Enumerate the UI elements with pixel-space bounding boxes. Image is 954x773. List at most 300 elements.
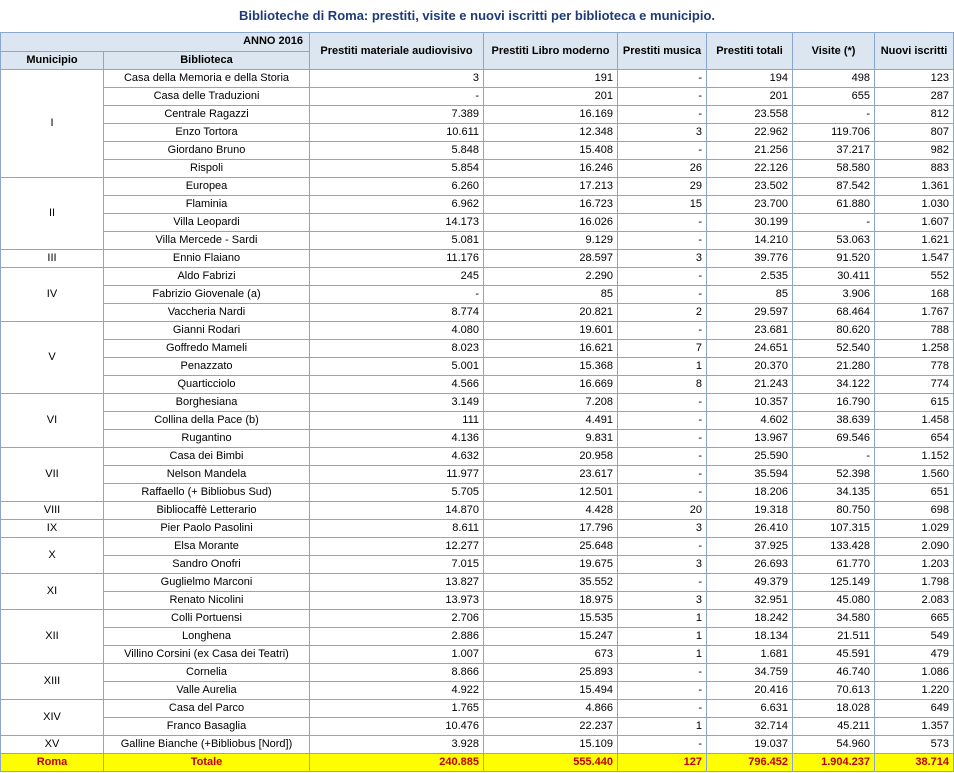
value-cell: 1.220 [875, 682, 954, 700]
value-cell: 3 [618, 520, 707, 538]
value-cell: 18.975 [484, 592, 618, 610]
value-cell: 287 [875, 88, 954, 106]
value-cell: 698 [875, 502, 954, 520]
col-header-musica: Prestiti musica [618, 33, 707, 70]
value-cell: 19.318 [707, 502, 793, 520]
biblioteca-cell: Villino Corsini (ex Casa dei Teatri) [104, 646, 310, 664]
value-cell: 21.243 [707, 376, 793, 394]
value-cell: 45.211 [793, 718, 875, 736]
value-cell: 23.502 [707, 178, 793, 196]
value-cell: 5.705 [310, 484, 484, 502]
value-cell: 2.886 [310, 628, 484, 646]
value-cell: 18.206 [707, 484, 793, 502]
table-row [1, 520, 954, 538]
value-cell: 52.540 [793, 340, 875, 358]
value-cell: 1 [618, 718, 707, 736]
value-cell: 80.750 [793, 502, 875, 520]
biblioteca-cell: Aldo Fabrizi [104, 268, 310, 286]
value-cell: 7 [618, 340, 707, 358]
table-row [1, 88, 954, 106]
value-cell: 651 [875, 484, 954, 502]
value-cell: 1.458 [875, 412, 954, 430]
value-cell: 9.129 [484, 232, 618, 250]
biblioteca-cell: Casa dei Bimbi [104, 448, 310, 466]
value-cell: 61.770 [793, 556, 875, 574]
value-cell: 30.199 [707, 214, 793, 232]
municipio-cell: IX [1, 520, 104, 538]
value-cell: 1.258 [875, 340, 954, 358]
value-cell: 28.597 [484, 250, 618, 268]
total-value-cell: 127 [618, 754, 707, 772]
value-cell: 2.706 [310, 610, 484, 628]
value-cell: - [618, 106, 707, 124]
value-cell: 34.759 [707, 664, 793, 682]
value-cell: 21.256 [707, 142, 793, 160]
value-cell: 3 [618, 124, 707, 142]
value-cell: 3 [310, 70, 484, 88]
value-cell: 16.026 [484, 214, 618, 232]
libraries-table [0, 32, 954, 772]
table-row [1, 340, 954, 358]
table-row [1, 556, 954, 574]
table-row [1, 358, 954, 376]
value-cell: 8.023 [310, 340, 484, 358]
value-cell: 23.700 [707, 196, 793, 214]
value-cell: 8.774 [310, 304, 484, 322]
value-cell: 26 [618, 160, 707, 178]
value-cell: 16.669 [484, 376, 618, 394]
biblioteca-cell: Guglielmo Marconi [104, 574, 310, 592]
value-cell: 7.208 [484, 394, 618, 412]
value-cell: 1 [618, 628, 707, 646]
value-cell: 23.617 [484, 466, 618, 484]
value-cell: 8 [618, 376, 707, 394]
table-row [1, 646, 954, 664]
municipio-cell: II [1, 178, 104, 250]
value-cell: 4.428 [484, 502, 618, 520]
table-row [1, 700, 954, 718]
table-row [1, 718, 954, 736]
value-cell: 15.408 [484, 142, 618, 160]
table-row [1, 268, 954, 286]
value-cell: 34.122 [793, 376, 875, 394]
value-cell: 34.135 [793, 484, 875, 502]
biblioteca-cell: Renato Nicolini [104, 592, 310, 610]
value-cell: 3.906 [793, 286, 875, 304]
value-cell: 3.928 [310, 736, 484, 754]
total-value-cell: 555.440 [484, 754, 618, 772]
value-cell: - [618, 322, 707, 340]
biblioteca-cell: Goffredo Mameli [104, 340, 310, 358]
col-header-visite: Visite (*) [793, 33, 875, 70]
value-cell: 25.590 [707, 448, 793, 466]
municipio-cell: XI [1, 574, 104, 610]
value-cell: 58.580 [793, 160, 875, 178]
value-cell: 788 [875, 322, 954, 340]
col-header-libro: Prestiti Libro moderno [484, 33, 618, 70]
value-cell: 125.149 [793, 574, 875, 592]
table-row [1, 250, 954, 268]
biblioteca-cell: Casa delle Traduzioni [104, 88, 310, 106]
table-row [1, 736, 954, 754]
value-cell: 12.348 [484, 124, 618, 142]
value-cell: 22.126 [707, 160, 793, 178]
total-value-cell: 796.452 [707, 754, 793, 772]
table-row [1, 196, 954, 214]
value-cell: 3 [618, 556, 707, 574]
value-cell: - [618, 736, 707, 754]
biblioteca-cell: Fabrizio Giovenale (a) [104, 286, 310, 304]
value-cell: 1.361 [875, 178, 954, 196]
biblioteca-cell: Raffaello (+ Bibliobus Sud) [104, 484, 310, 502]
value-cell: 1.203 [875, 556, 954, 574]
value-cell: 2 [618, 304, 707, 322]
value-cell: 13.827 [310, 574, 484, 592]
total-row [1, 754, 954, 772]
table-row [1, 466, 954, 484]
value-cell: - [793, 106, 875, 124]
value-cell: 498 [793, 70, 875, 88]
col-header-audiovisivo: Prestiti materiale audiovisivo [310, 33, 484, 70]
value-cell: - [618, 232, 707, 250]
value-cell: - [618, 394, 707, 412]
biblioteca-cell: Giordano Bruno [104, 142, 310, 160]
value-cell: 6.260 [310, 178, 484, 196]
biblioteca-cell: Rugantino [104, 430, 310, 448]
value-cell: 39.776 [707, 250, 793, 268]
table-row [1, 286, 954, 304]
value-cell: 201 [707, 88, 793, 106]
value-cell: 17.796 [484, 520, 618, 538]
value-cell: 2.290 [484, 268, 618, 286]
value-cell: 615 [875, 394, 954, 412]
value-cell: 4.922 [310, 682, 484, 700]
value-cell: 91.520 [793, 250, 875, 268]
value-cell: 4.866 [484, 700, 618, 718]
value-cell: - [618, 664, 707, 682]
value-cell: 19.675 [484, 556, 618, 574]
value-cell: 19.601 [484, 322, 618, 340]
value-cell: 14.870 [310, 502, 484, 520]
value-cell: 18.134 [707, 628, 793, 646]
total-label: Totale [104, 754, 310, 772]
value-cell: 14.173 [310, 214, 484, 232]
municipio-cell: XIV [1, 700, 104, 736]
value-cell: 8.611 [310, 520, 484, 538]
value-cell: 32.951 [707, 592, 793, 610]
value-cell: 1.681 [707, 646, 793, 664]
value-cell: - [618, 682, 707, 700]
value-cell: - [310, 88, 484, 106]
value-cell: 4.632 [310, 448, 484, 466]
value-cell: 4.491 [484, 412, 618, 430]
value-cell: 4.080 [310, 322, 484, 340]
biblioteca-cell: Collina della Pace (b) [104, 412, 310, 430]
biblioteca-cell: Nelson Mandela [104, 466, 310, 484]
value-cell: 26.410 [707, 520, 793, 538]
value-cell: 18.028 [793, 700, 875, 718]
value-cell: 22.237 [484, 718, 618, 736]
biblioteca-cell: Quarticciolo [104, 376, 310, 394]
value-cell: 30.411 [793, 268, 875, 286]
value-cell: 1.029 [875, 520, 954, 538]
value-cell: 32.714 [707, 718, 793, 736]
value-cell: 191 [484, 70, 618, 88]
biblioteca-cell: Vaccheria Nardi [104, 304, 310, 322]
biblioteca-cell: Casa della Memoria e della Storia [104, 70, 310, 88]
table-row [1, 610, 954, 628]
value-cell: 479 [875, 646, 954, 664]
value-cell: 16.723 [484, 196, 618, 214]
value-cell: 6.962 [310, 196, 484, 214]
value-cell: 552 [875, 268, 954, 286]
value-cell: 5.848 [310, 142, 484, 160]
total-value-cell: 240.885 [310, 754, 484, 772]
biblioteca-cell: Valle Aurelia [104, 682, 310, 700]
value-cell: 16.621 [484, 340, 618, 358]
value-cell: 1.621 [875, 232, 954, 250]
value-cell: 20.958 [484, 448, 618, 466]
value-cell: 1.357 [875, 718, 954, 736]
value-cell: 1.765 [310, 700, 484, 718]
value-cell: 2.090 [875, 538, 954, 556]
table-row [1, 232, 954, 250]
value-cell: 61.880 [793, 196, 875, 214]
value-cell: 11.977 [310, 466, 484, 484]
value-cell: 8.866 [310, 664, 484, 682]
value-cell: - [618, 700, 707, 718]
value-cell: 26.693 [707, 556, 793, 574]
table-row [1, 412, 954, 430]
value-cell: - [618, 142, 707, 160]
table-body [1, 70, 954, 772]
value-cell: 17.213 [484, 178, 618, 196]
biblioteca-cell: Gianni Rodari [104, 322, 310, 340]
value-cell: 70.613 [793, 682, 875, 700]
table-row [1, 376, 954, 394]
col-header-municipio: Municipio [1, 51, 104, 70]
biblioteca-cell: Colli Portuensi [104, 610, 310, 628]
value-cell: 15.247 [484, 628, 618, 646]
table-row [1, 124, 954, 142]
value-cell: - [793, 214, 875, 232]
table-row [1, 448, 954, 466]
value-cell: 168 [875, 286, 954, 304]
col-header-totali: Prestiti totali [707, 33, 793, 70]
value-cell: 15.109 [484, 736, 618, 754]
value-cell: - [618, 286, 707, 304]
col-header-biblioteca: Biblioteca [104, 51, 310, 70]
value-cell: 119.706 [793, 124, 875, 142]
municipio-cell: XV [1, 736, 104, 754]
value-cell: 15 [618, 196, 707, 214]
value-cell: 5.854 [310, 160, 484, 178]
value-cell: 3 [618, 250, 707, 268]
value-cell: 14.210 [707, 232, 793, 250]
value-cell: 3.149 [310, 394, 484, 412]
biblioteca-cell: Pier Paolo Pasolini [104, 520, 310, 538]
page-title: Biblioteche di Roma: prestiti, visite e nuovi iscritti per biblioteca e municipio. [238, 8, 716, 23]
value-cell: 23.558 [707, 106, 793, 124]
value-cell: - [618, 268, 707, 286]
value-cell: 25.893 [484, 664, 618, 682]
value-cell: 16.790 [793, 394, 875, 412]
biblioteca-cell: Villa Mercede - Sardi [104, 232, 310, 250]
value-cell: 982 [875, 142, 954, 160]
biblioteca-cell: Ennio Flaiano [104, 250, 310, 268]
table-row [1, 682, 954, 700]
table-row [1, 178, 954, 196]
value-cell: 20.821 [484, 304, 618, 322]
value-cell: 1.007 [310, 646, 484, 664]
value-cell: 649 [875, 700, 954, 718]
value-cell: 654 [875, 430, 954, 448]
biblioteca-cell: Cornelia [104, 664, 310, 682]
value-cell: - [618, 70, 707, 88]
municipio-cell: XIII [1, 664, 104, 700]
table-row [1, 142, 954, 160]
value-cell: 778 [875, 358, 954, 376]
value-cell: 87.542 [793, 178, 875, 196]
value-cell: 111 [310, 412, 484, 430]
table-row [1, 394, 954, 412]
biblioteca-cell: Elsa Morante [104, 538, 310, 556]
value-cell: 20 [618, 502, 707, 520]
value-cell: 133.428 [793, 538, 875, 556]
value-cell: 1.152 [875, 448, 954, 466]
value-cell: 29.597 [707, 304, 793, 322]
table-row [1, 214, 954, 232]
value-cell: 12.277 [310, 538, 484, 556]
municipio-cell: III [1, 250, 104, 268]
total-value-cell: 38.714 [875, 754, 954, 772]
value-cell: - [618, 484, 707, 502]
value-cell: 655 [793, 88, 875, 106]
table-row [1, 304, 954, 322]
value-cell: 1 [618, 358, 707, 376]
value-cell: 245 [310, 268, 484, 286]
value-cell: 10.357 [707, 394, 793, 412]
table-row [1, 502, 954, 520]
value-cell: 85 [707, 286, 793, 304]
value-cell: 4.136 [310, 430, 484, 448]
biblioteca-cell: Villa Leopardi [104, 214, 310, 232]
value-cell: 2.083 [875, 592, 954, 610]
value-cell: - [618, 430, 707, 448]
value-cell: 38.639 [793, 412, 875, 430]
table-row [1, 538, 954, 556]
value-cell: 29 [618, 178, 707, 196]
value-cell: 37.925 [707, 538, 793, 556]
municipio-cell: VI [1, 394, 104, 448]
value-cell: 7.015 [310, 556, 484, 574]
value-cell: - [618, 88, 707, 106]
value-cell: 201 [484, 88, 618, 106]
value-cell: 34.580 [793, 610, 875, 628]
value-cell: 35.594 [707, 466, 793, 484]
value-cell: 45.591 [793, 646, 875, 664]
value-cell: 549 [875, 628, 954, 646]
col-header-iscritti: Nuovi iscritti [875, 33, 954, 70]
table-row [1, 592, 954, 610]
value-cell: 23.681 [707, 322, 793, 340]
value-cell: 5.001 [310, 358, 484, 376]
value-cell: 4.566 [310, 376, 484, 394]
value-cell: - [618, 538, 707, 556]
biblioteca-cell: Borghesiana [104, 394, 310, 412]
table-row [1, 484, 954, 502]
value-cell: 194 [707, 70, 793, 88]
value-cell: 54.960 [793, 736, 875, 754]
value-cell: 10.476 [310, 718, 484, 736]
total-value-cell: 1.904.237 [793, 754, 875, 772]
value-cell: 7.389 [310, 106, 484, 124]
value-cell: 46.740 [793, 664, 875, 682]
value-cell: 1.547 [875, 250, 954, 268]
value-cell: 37.217 [793, 142, 875, 160]
municipio-cell: VIII [1, 502, 104, 520]
value-cell: 4.602 [707, 412, 793, 430]
table-row [1, 664, 954, 682]
value-cell: 20.370 [707, 358, 793, 376]
value-cell: 1.607 [875, 214, 954, 232]
table-row [1, 574, 954, 592]
value-cell: 53.063 [793, 232, 875, 250]
value-cell: 11.176 [310, 250, 484, 268]
value-cell: 18.242 [707, 610, 793, 628]
table-row [1, 70, 954, 88]
table-row [1, 628, 954, 646]
value-cell: 15.368 [484, 358, 618, 376]
value-cell: 19.037 [707, 736, 793, 754]
value-cell: 85 [484, 286, 618, 304]
table-row [1, 160, 954, 178]
table-row [1, 430, 954, 448]
value-cell: 573 [875, 736, 954, 754]
value-cell: 10.611 [310, 124, 484, 142]
value-cell: 1.086 [875, 664, 954, 682]
value-cell: 774 [875, 376, 954, 394]
value-cell: 2.535 [707, 268, 793, 286]
value-cell: 49.379 [707, 574, 793, 592]
value-cell: 1.767 [875, 304, 954, 322]
biblioteca-cell: Sandro Onofri [104, 556, 310, 574]
value-cell: 21.280 [793, 358, 875, 376]
value-cell: 16.246 [484, 160, 618, 178]
value-cell: 9.831 [484, 430, 618, 448]
municipio-cell: IV [1, 268, 104, 322]
table-row [1, 106, 954, 124]
value-cell: 21.511 [793, 628, 875, 646]
biblioteca-cell: Centrale Ragazzi [104, 106, 310, 124]
year-header: ANNO 2016 [1, 33, 310, 52]
value-cell: 15.535 [484, 610, 618, 628]
value-cell: 25.648 [484, 538, 618, 556]
value-cell: 45.080 [793, 592, 875, 610]
value-cell: 69.546 [793, 430, 875, 448]
municipio-cell: VII [1, 448, 104, 502]
value-cell: 1.030 [875, 196, 954, 214]
value-cell: - [310, 286, 484, 304]
table-row [1, 322, 954, 340]
value-cell: 1.560 [875, 466, 954, 484]
value-cell: 1 [618, 646, 707, 664]
value-cell: 883 [875, 160, 954, 178]
total-municipio-label: Roma [1, 754, 104, 772]
biblioteca-cell: Casa del Parco [104, 700, 310, 718]
value-cell: 812 [875, 106, 954, 124]
value-cell: 3 [618, 592, 707, 610]
